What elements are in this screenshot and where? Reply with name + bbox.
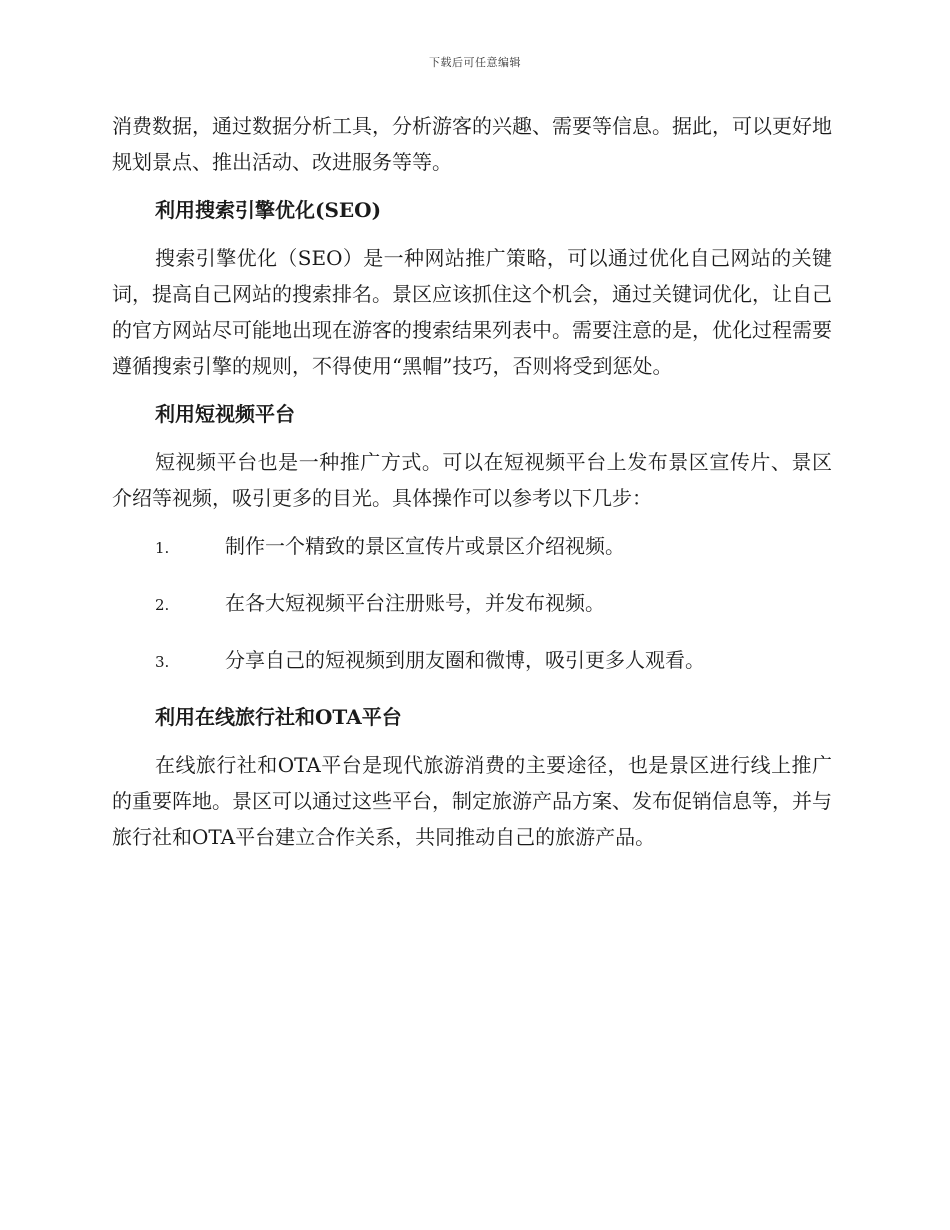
document-body (112, 108, 832, 867)
paragraph-intro: 消费数据，通过数据分析工具，分析游客的兴趣、需要等信息。据此，可以更好地规划景点、推出活动、改进服务等等。 (112, 114, 832, 174)
list-number: 2. (155, 596, 170, 614)
section-heading-ota: 利用在线旅行社和OTA平台 (155, 705, 402, 729)
list-number: 3. (155, 653, 170, 671)
list-text: 分享自己的短视频到朋友圈和微博，吸引更多人观看。 (225, 648, 705, 672)
section-heading-seo: 利用搜索引擎优化(SEO) (155, 198, 382, 222)
list-item (112, 585, 832, 623)
list-number: 1. (155, 539, 170, 557)
paragraph-seo: 搜索引擎优化（SEO）是一种网站推广策略，可以通过优化自己网站的关键词，提高自己网站的搜索排名。景区应该抓住这个机会，通过关键词优化，让自己的官方网站尽可能地出现在游客的搜索结果列表中。需要注意的是，优化过程需要遵循搜索引擎的规则，不得使用“黑帽”技巧，否则将受到惩处。 (112, 246, 832, 378)
list-text: 制作一个精致的景区宣传片或景区介绍视频。 (225, 534, 625, 558)
list-item (112, 528, 832, 566)
section-heading-short-video: 利用短视频平台 (155, 402, 295, 426)
paragraph-ota: 在线旅行社和OTA平台是现代旅游消费的主要途径，也是景区进行线上推广的重要阵地。景区可以通过这些平台，制定旅游产品方案、发布促销信息等，并与旅行社和OTA平台建立合作关系，共同推动自己的旅游产品。 (112, 753, 832, 849)
page-header: 下载后可任意编辑 (429, 56, 521, 69)
list-text: 在各大短视频平台注册账号，并发布视频。 (225, 591, 605, 615)
list-item (112, 642, 832, 680)
paragraph-short-video: 短视频平台也是一种推广方式。可以在短视频平台上发布景区宣传片、景区介绍等视频，吸引更多的目光。具体操作可以参考以下几步： (112, 450, 832, 510)
